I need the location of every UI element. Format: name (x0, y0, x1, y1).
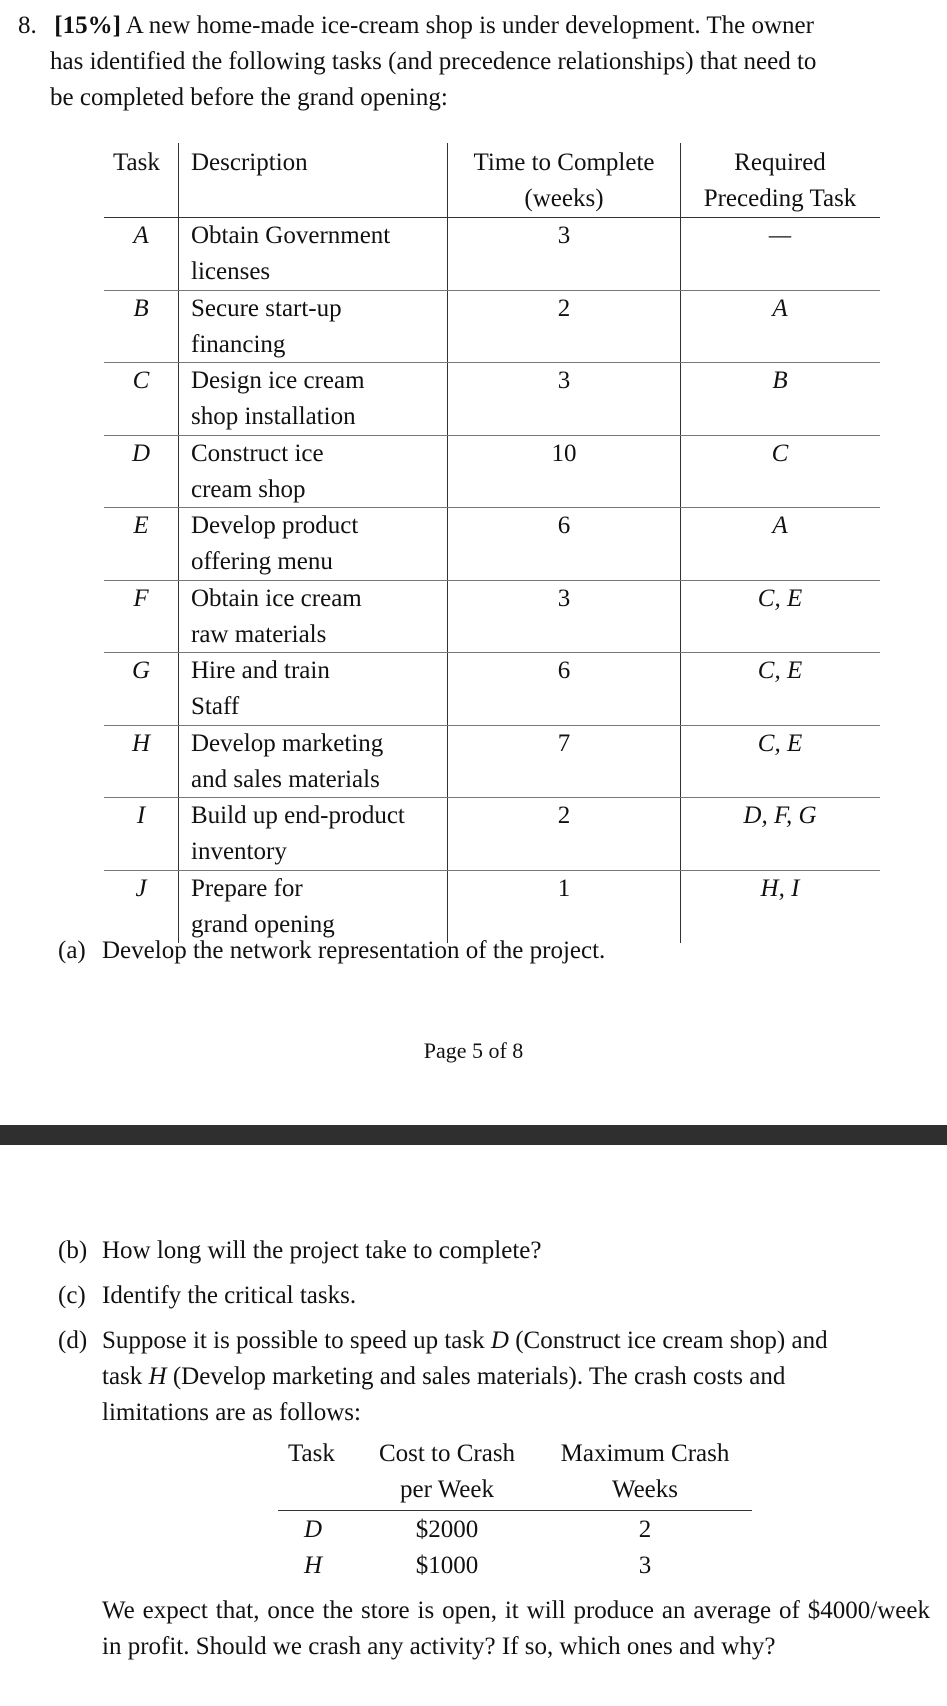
part-b-label: (b) (58, 1237, 88, 1264)
crash-row-max: 3 (638, 1552, 652, 1579)
table-row-description-line2: grand opening (191, 910, 335, 938)
header-pred-line1: Required (734, 149, 826, 176)
table-row-description-line1: Develop marketing (191, 729, 384, 757)
crash-row-cost: $2000 (415, 1516, 479, 1543)
table-row-preceding: A (772, 512, 788, 539)
part-d-line-2: task H (Develop marketing and sales materials). The crash costs and (102, 1363, 786, 1390)
table-row-description-line2: and sales materials (191, 765, 380, 793)
part-d-line-1: Suppose it is possible to speed up task D (Construct ice cream shop) and (102, 1327, 828, 1354)
table-row-description-line1: Construct ice (191, 439, 324, 467)
table-row-time: 2 (557, 294, 571, 322)
table-row-task: A (133, 222, 149, 249)
table-row-task: J (135, 874, 147, 902)
table-row-time: 6 (557, 512, 571, 539)
table-row-description-line1: Build up end-product (191, 802, 405, 829)
table-row-task: B (133, 294, 149, 322)
crash-header-max-line1: Maximum Crash (560, 1440, 730, 1467)
table-row-description-line1: Prepare for (191, 874, 303, 902)
part-b (58, 1233, 541, 1269)
problem-line-3: be completed before the grand opening: (50, 84, 448, 111)
problem-line-1: A new home-made ice-cream shop is under development. The owner (125, 12, 814, 39)
header-time-line2: (weeks) (524, 185, 604, 212)
crash-header-task: Task (288, 1440, 335, 1467)
table-row-task: D (131, 439, 151, 467)
header-pred-line2: Preceding Task (703, 185, 857, 212)
table-row-time: 3 (557, 584, 571, 612)
part-c-text: Identify the critical tasks. (102, 1282, 357, 1309)
table-row-description-line2: offering menu (191, 548, 333, 575)
part-a-label: (a) (58, 937, 86, 964)
table-row-description-line1: Hire and train (191, 657, 330, 684)
crash-header-rule (278, 1510, 752, 1511)
problem-line-2: has identified the following tasks (and precedence relationships) that need to (50, 48, 817, 75)
table-row-description-line2: financing (191, 330, 286, 358)
crash-row-max: 2 (638, 1516, 652, 1543)
table-row-time: 1 (557, 874, 571, 902)
table-row-task: E (133, 512, 149, 539)
part-d-line-3: limitations are as follows: (102, 1399, 361, 1426)
header-description: Description (191, 149, 308, 176)
table-row-preceding: H, I (760, 874, 800, 902)
table-row-preceding: C, E (757, 729, 803, 757)
table-row-preceding: — (768, 222, 792, 249)
part-d-label: (d) (58, 1327, 88, 1354)
table-row-task: F (133, 584, 149, 612)
table-row-description-line2: cream shop (191, 475, 306, 503)
part-c-label: (c) (58, 1282, 86, 1309)
table-row-description-line1: Develop product (191, 512, 359, 539)
problem-statement (18, 8, 930, 116)
table-row-preceding: C (771, 439, 789, 467)
header-time-line1: Time to Complete (473, 149, 655, 176)
table-row-task: H (131, 729, 151, 757)
task-h-ref: H (148, 1363, 167, 1390)
table-row-description-line1: Secure start-up (191, 294, 342, 322)
table-row-description-line2: inventory (191, 838, 287, 865)
crash-row-cost: $1000 (415, 1552, 479, 1579)
table-row-preceding: A (772, 294, 788, 322)
table-row-description-line2: shop installation (191, 403, 356, 430)
crash-row-task: D (303, 1516, 323, 1543)
header-task: Task (113, 149, 160, 176)
table-row-description-line2: raw materials (191, 620, 327, 648)
table-row-description-line1: Obtain Government (191, 222, 391, 249)
final-paragraph: We expect that, once the store is open, it will produce an average of $4000/week in profit. Should we crash any activity? If so, which ones and why? (102, 1597, 930, 1660)
crash-header-max-line2: Weeks (611, 1476, 678, 1503)
problem-number: 8. (18, 12, 37, 39)
table-row-time: 6 (557, 657, 571, 684)
table-row-task: I (136, 802, 146, 829)
table-row-task: C (132, 367, 150, 394)
table-row-time: 10 (551, 439, 577, 467)
part-d (58, 1323, 930, 1431)
part-a-text: Develop the network representation of the project. (102, 937, 606, 964)
part-a (58, 933, 605, 969)
table-row-description-line2: Staff (191, 693, 240, 720)
table-row-description-line2: licenses (191, 258, 271, 285)
problem-weight: [15%] (54, 12, 121, 39)
table-row-description-line1: Design ice cream (191, 367, 365, 394)
table-row-preceding: C, E (757, 657, 803, 684)
page-footer: Page 5 of 8 (423, 1038, 524, 1063)
table-row-time: 3 (557, 367, 571, 394)
part-c (58, 1278, 356, 1314)
table-row-description-line1: Obtain ice cream (191, 584, 362, 612)
task-d-ref: D (490, 1327, 509, 1354)
crash-header-cost-line2: per Week (399, 1476, 494, 1503)
table-rule-v1 (178, 143, 179, 943)
table-row-preceding: C, E (757, 584, 803, 612)
table-row-time: 3 (557, 222, 571, 249)
table-row-preceding: D, F, G (743, 802, 817, 829)
table-row-time: 7 (557, 729, 571, 757)
crash-row-task: H (303, 1552, 323, 1579)
table-row-preceding: B (772, 367, 788, 394)
page-divider (0, 1125, 947, 1145)
crash-header-cost-line1: Cost to Crash (378, 1440, 516, 1467)
table-row-task: G (131, 657, 151, 684)
part-b-text: How long will the project take to complete? (102, 1237, 542, 1264)
table-row-time: 2 (557, 802, 571, 829)
